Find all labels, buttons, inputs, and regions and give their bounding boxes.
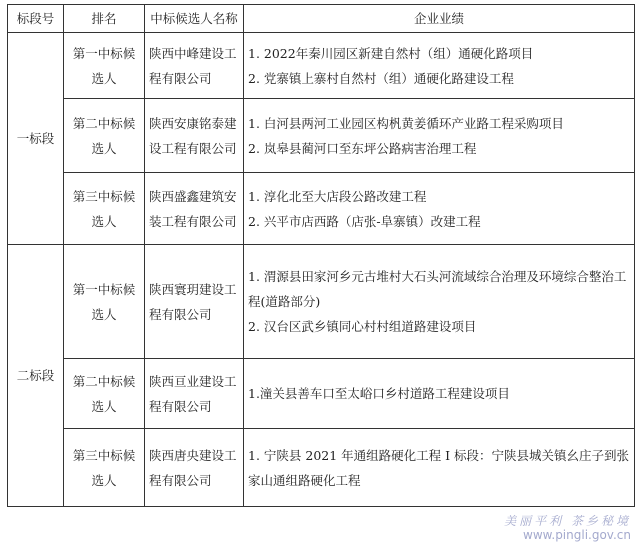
achievements-cell: [244, 33, 635, 99]
achievement-item: 2. 岚皋县蔺河口至东坪公路病害治理工程: [248, 140, 477, 156]
rank-cell: 第三中标候选人: [64, 429, 145, 507]
achievement-item: 1. 淳化北至大店段公路改建工程: [248, 188, 427, 204]
company-cell: 陕西中峰建设工程有限公司: [145, 33, 244, 99]
header-achievements: 企业业绩: [244, 5, 635, 33]
achievements-cell: [244, 173, 635, 245]
achievements-cell: [244, 245, 635, 359]
achievement-item: 2. 党寨镇上寨村自然村（组）通硬化路建设工程: [248, 70, 514, 86]
table-row: [8, 359, 635, 429]
header-section: 标段号: [8, 5, 64, 33]
table-row: [8, 99, 635, 173]
table-row: [8, 245, 635, 359]
achievement-item: 1. 宁陕县 2021 年通组路硬化工程 I 标段：宁陕县城关镇幺庄子到张家山通组路硬化工程: [248, 447, 630, 488]
company-cell: 陕西唐央建设工程有限公司: [145, 429, 244, 507]
site-watermark: [504, 514, 631, 542]
company-cell: 陕西安康铭泰建设工程有限公司: [145, 99, 244, 173]
bid-candidates-table: [7, 4, 635, 507]
table-row: [8, 33, 635, 99]
section-label: 二标段: [8, 245, 64, 507]
rank-cell: 第一中标候选人: [64, 33, 145, 99]
table-header-row: [8, 5, 635, 33]
achievement-item: 1. 渭源县田家河乡元古堆村大石头河流域综合治理及环境综合整治工程(道路部分): [248, 269, 627, 309]
header-rank: 排名: [64, 5, 145, 33]
rank-cell: 第三中标候选人: [64, 173, 145, 245]
section-label: 一标段: [8, 33, 64, 245]
achievement-item: 1.潼关县善车口至太峪口乡村道路工程建设项目: [248, 386, 510, 401]
achievement-item: 1. 2022年秦川园区新建自然村（组）通硬化路项目: [248, 45, 534, 61]
rank-cell: 第一中标候选人: [64, 245, 145, 359]
watermark-slogan: 美丽平利 茶乡秘境: [504, 514, 631, 528]
company-cell: 陕西亘业建设工程有限公司: [145, 359, 244, 429]
achievement-item: 2. 兴平市店西路（店张-阜寨镇）改建工程: [248, 213, 481, 229]
achievement-item: 2. 汉台区武乡镇同心村村组道路建设项目: [248, 319, 477, 334]
achievements-cell: [244, 359, 635, 429]
watermark-url: www.pingli.gov.cn: [523, 528, 631, 542]
table-row: [8, 173, 635, 245]
table-row: [8, 429, 635, 507]
header-company: 中标候选人名称: [145, 5, 244, 33]
rank-cell: 第二中标候选人: [64, 99, 145, 173]
rank-cell: 第二中标候选人: [64, 359, 145, 429]
company-cell: 陕西盛鑫建筑安装工程有限公司: [145, 173, 244, 245]
company-cell: 陕西寰玥建设工程有限公司: [145, 245, 244, 359]
achievements-cell: [244, 429, 635, 507]
achievement-item: 1. 白河县两河工业园区构杋黄姜循环产业路工程采购项目: [248, 115, 564, 131]
achievements-cell: [244, 99, 635, 173]
